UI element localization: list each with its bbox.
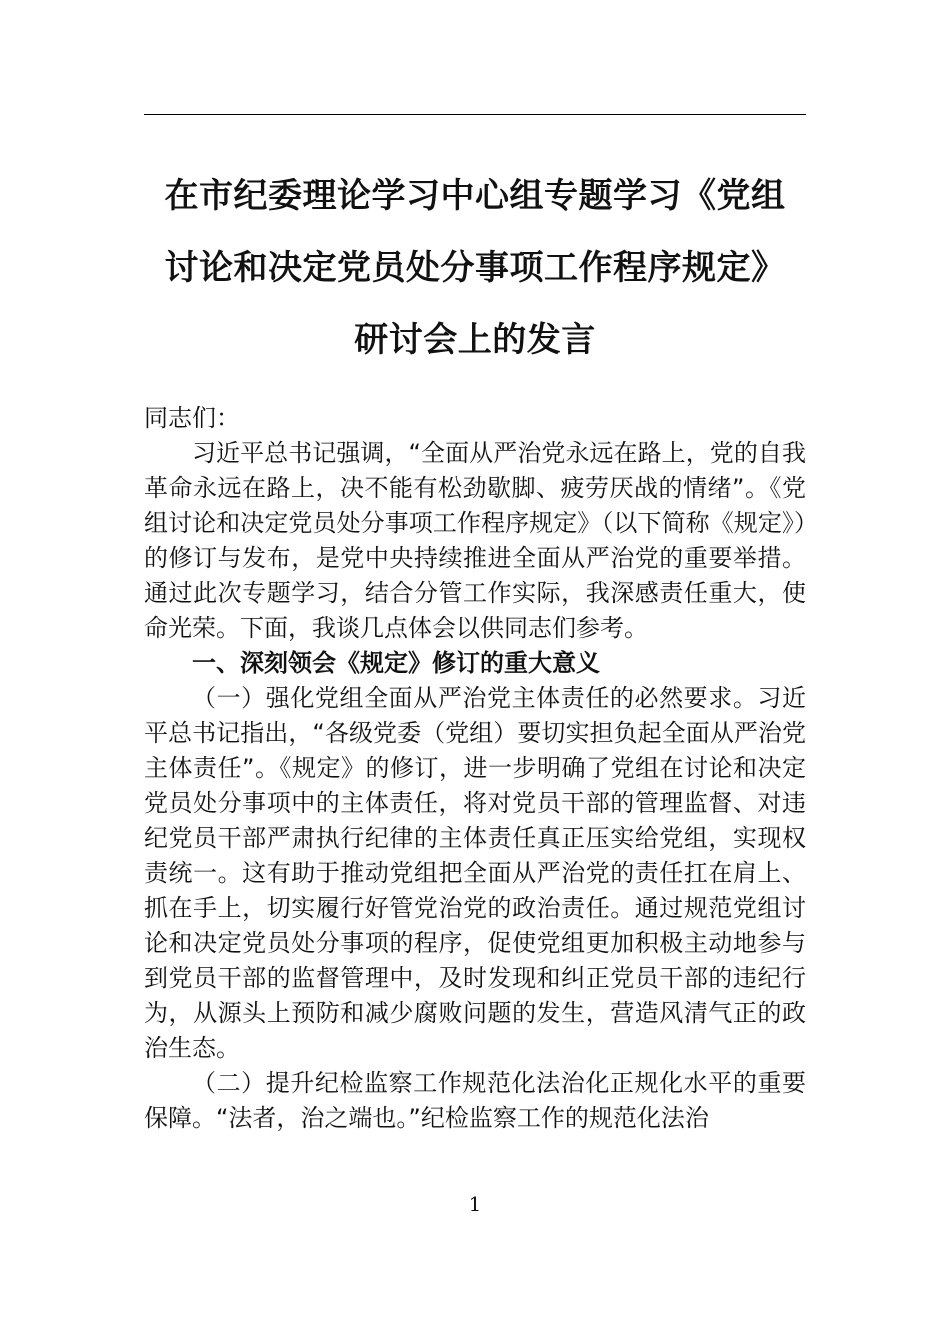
section-heading-1: 一、深刻领会《规定》修订的重大意义 [192,649,600,677]
document-body [144,401,806,1136]
paragraph-intro: 习近平总书记强调，“全面从严治党永远在路上，党的自我革命永远在路上，决不能有松劲歇脚、疲劳厌战的情绪”。《党组讨论和决定党员处分事项工作程序规定》（以下简称《规定》）的修订与发布，是党中央持续推进全面从严治党的重要举措。通过此次专题学习，结合分管工作实际，我深感责任重大，使命光荣。下面，我谈几点体会以供同志们参考。 [144,439,806,642]
paragraph-subsection-2: （二）提升纪检监察工作规范化法治化正规化水平的重要保障。“法者，治之端也。”纪检监察工作的规范化法治 [144,1069,806,1132]
page-number: 1 [468,1192,482,1216]
title-line-1: 在市纪委理论学习中心组专题学习《党组 [164,176,786,216]
header-rule [144,114,806,115]
title-line-3: 研讨会上的发言 [354,320,596,360]
salutation: 同志们： [144,404,240,432]
page-title [144,160,806,376]
paragraph-subsection-1: （一）强化党组全面从严治党主体责任的必然要求。习近平总书记指出，“各级党委（党组）要切实担负起全面从严治党主体责任”。《规定》的修订，进一步明确了党组在讨论和决定党员处分事项中的主体责任，将对党员干部的管理监督、对违纪党员干部严肃执行纪律的主体责任真正压实给党组，实现权责统一。这有助于推动党组把全面从严治党的责任扛在肩上、抓在手上，切实履行好管党治党的政治责任。通过规范党组讨论和决定党员处分事项的程序，促使党组更加积极主动地参与到党员干部的监督管理中，及时发现和纠正党员干部的违纪行为，从源头上预防和减少腐败问题的发生，营造风清气正的政治生态。 [144,684,806,1062]
title-line-2: 讨论和决定党员处分事项工作程序规定》 [164,248,786,288]
